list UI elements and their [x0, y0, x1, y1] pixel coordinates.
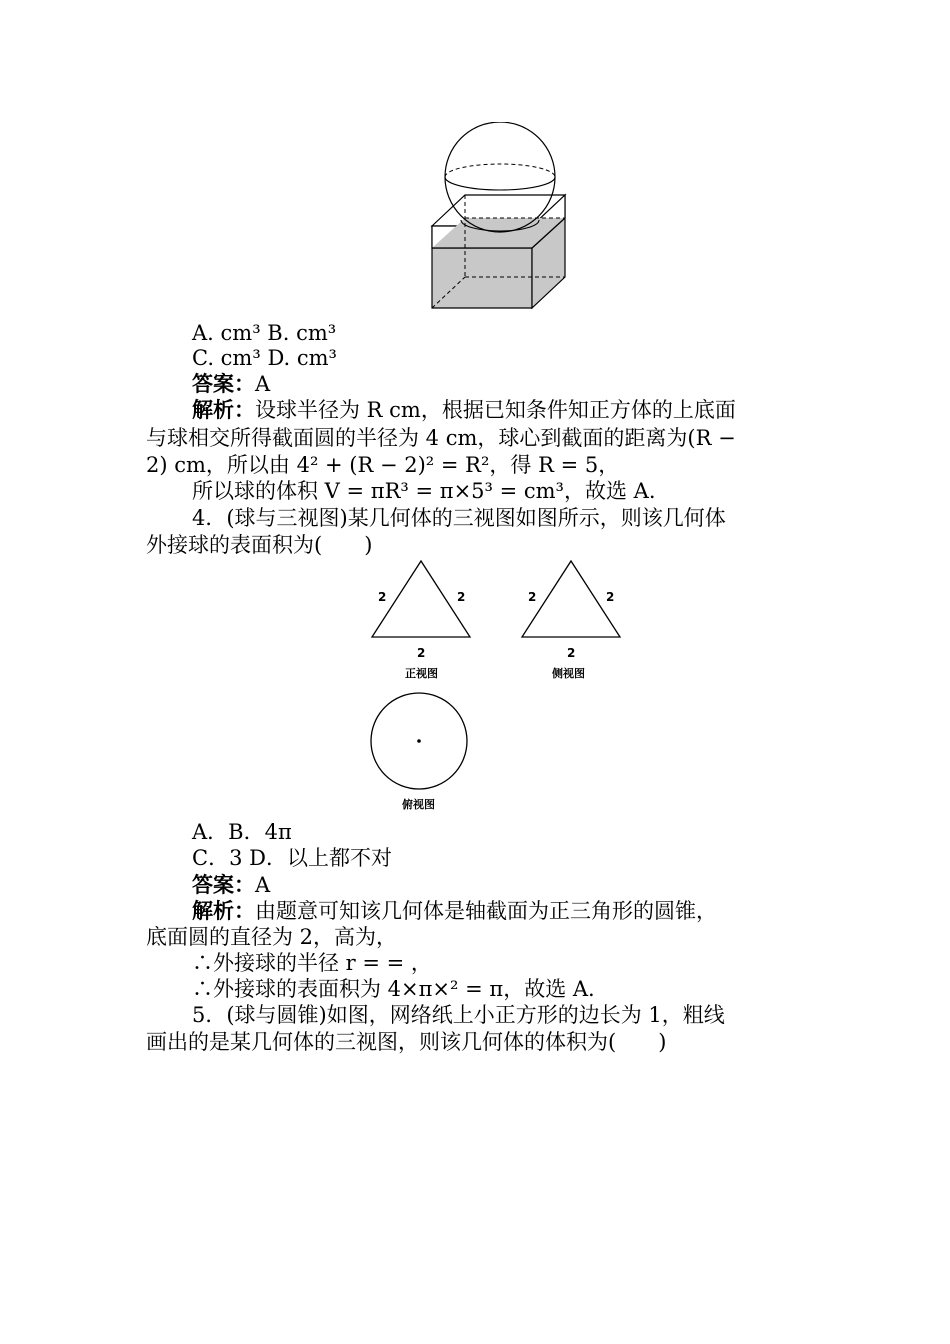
- q4-analysis-3: ∴外接球的半径 r = = ，: [192, 951, 432, 975]
- front-right-label: 2: [457, 590, 466, 604]
- q3-analysis-3: 2) cm，所以由 4² + (R − 2)² = R²，得 R = 5，: [146, 453, 620, 477]
- front-view-caption: 正视图: [405, 667, 438, 680]
- q3-options-ab: A. cm³ B. cm³: [192, 321, 337, 345]
- q3-analysis-2: 与球相交所得截面圆的半径为 4 cm，球心到截面的距离为(R −: [146, 426, 736, 450]
- top-view: [371, 693, 467, 811]
- q5-stem-2: 画出的是某几何体的三视图，则该几何体的体积为( ): [146, 1030, 667, 1054]
- q4-options-cd: C．3 D．以上都不对: [192, 846, 392, 870]
- side-bottom-label: 2: [567, 646, 576, 660]
- front-view: [372, 561, 470, 680]
- side-right-label: 2: [606, 590, 615, 604]
- q3-options-cd: C. cm³ D. cm³: [192, 346, 337, 370]
- q4-stem-1: 4．(球与三视图)某几何体的三视图如图所示，则该几何体: [192, 506, 726, 530]
- side-left-label: 2: [528, 590, 537, 604]
- q3-analysis-4: 所以球的体积 V = πR³ = π×5³ = cm³，故选 A.: [192, 479, 656, 503]
- q4-analysis-2: 底面圆的直径为 2，高为，: [146, 925, 398, 949]
- three-views-figure: [360, 555, 640, 815]
- q4-options-ab: A．B．4π: [192, 820, 292, 844]
- q3-answer: 答案：A: [192, 371, 271, 396]
- q4-analysis-1: 解析：由题意可知该几何体是轴截面为正三角形的圆锥，: [192, 898, 717, 923]
- q4-answer: 答案：A: [192, 872, 271, 897]
- front-bottom-label: 2: [417, 646, 426, 660]
- sphere-cube-figure: [425, 122, 571, 312]
- front-left-label: 2: [378, 590, 387, 604]
- side-view-caption: 侧视图: [552, 667, 585, 680]
- top-view-caption: 俯视图: [402, 798, 435, 811]
- q4-analysis-4: ∴外接球的表面积为 4×π×² = π，故选 A.: [192, 977, 595, 1001]
- q4-stem-2: 外接球的表面积为( ): [146, 533, 373, 557]
- q3-analysis-1: 解析：设球半径为 R cm，根据已知条件知正方体的上底面: [192, 397, 736, 422]
- side-view: [522, 561, 620, 680]
- q5-stem-1: 5．(球与圆锥)如图，网络纸上小正方形的边长为 1，粗线: [192, 1003, 725, 1027]
